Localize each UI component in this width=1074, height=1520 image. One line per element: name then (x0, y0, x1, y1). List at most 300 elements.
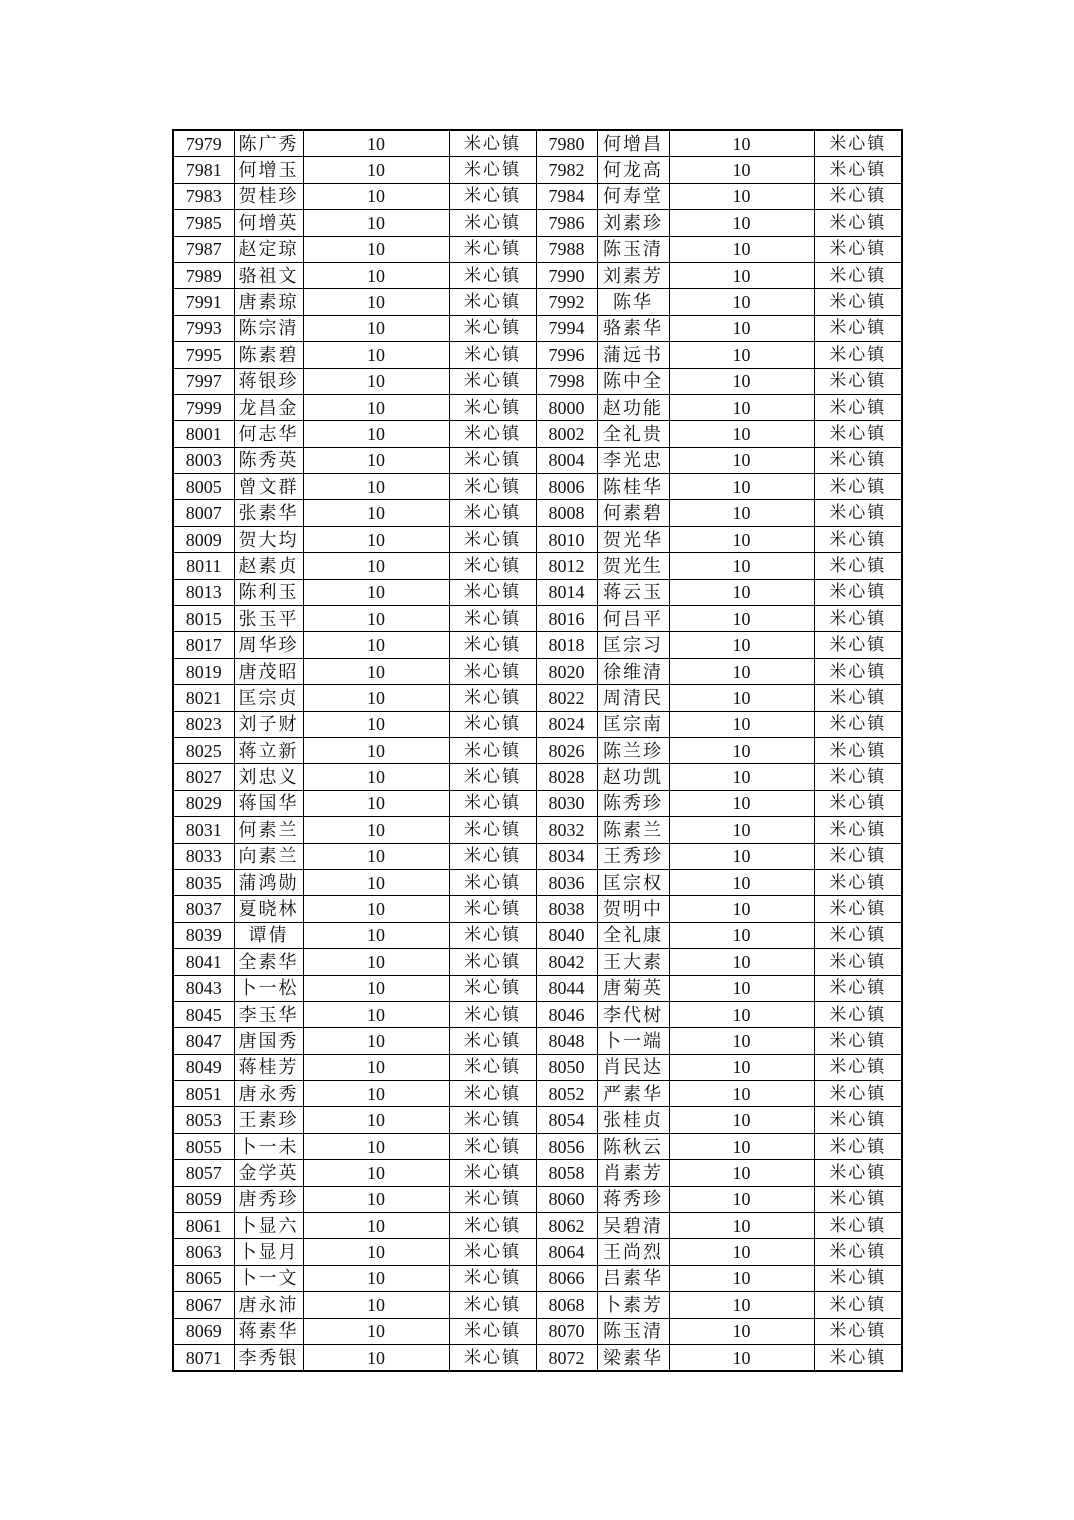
id-cell: 8070 (536, 1318, 597, 1344)
town-cell: 米心镇 (449, 1265, 536, 1291)
id-cell: 8019 (173, 658, 234, 684)
town-cell: 米心镇 (449, 922, 536, 948)
id-cell: 8045 (173, 1001, 234, 1027)
id-cell: 8035 (173, 869, 234, 895)
name-cell: 贺大均 (234, 526, 303, 552)
table-row (173, 1160, 902, 1186)
id-cell: 7981 (173, 157, 234, 183)
id-cell: 8064 (536, 1239, 597, 1265)
table-row (173, 394, 902, 420)
id-cell: 7987 (173, 236, 234, 262)
town-cell: 米心镇 (449, 157, 536, 183)
name-cell: 周清民 (597, 685, 669, 711)
town-cell: 米心镇 (449, 553, 536, 579)
name-cell: 唐永秀 (234, 1081, 303, 1107)
id-cell: 8040 (536, 922, 597, 948)
amount-cell: 10 (669, 421, 814, 447)
name-cell: 唐秀珍 (234, 1186, 303, 1212)
amount-cell: 10 (669, 1186, 814, 1212)
table-row (173, 262, 902, 288)
id-cell: 8071 (173, 1344, 234, 1371)
amount-cell: 10 (303, 526, 449, 552)
id-cell: 8065 (173, 1265, 234, 1291)
table-row (173, 1186, 902, 1212)
amount-cell: 10 (303, 262, 449, 288)
amount-cell: 10 (303, 922, 449, 948)
id-cell: 8047 (173, 1028, 234, 1054)
name-cell: 陈宗清 (234, 315, 303, 341)
amount-cell: 10 (303, 1186, 449, 1212)
name-cell: 匡宗习 (597, 632, 669, 658)
town-cell: 米心镇 (814, 262, 902, 288)
amount-cell: 10 (669, 922, 814, 948)
table-row (173, 183, 902, 209)
id-cell: 8037 (173, 896, 234, 922)
town-cell: 米心镇 (814, 632, 902, 658)
table-row (173, 130, 902, 157)
id-cell: 8015 (173, 606, 234, 632)
amount-cell: 10 (669, 474, 814, 500)
id-cell: 8039 (173, 922, 234, 948)
town-cell: 米心镇 (449, 737, 536, 763)
name-cell: 赵素贞 (234, 553, 303, 579)
town-cell: 米心镇 (814, 658, 902, 684)
town-cell: 米心镇 (814, 1318, 902, 1344)
town-cell: 米心镇 (814, 1160, 902, 1186)
id-cell: 7994 (536, 315, 597, 341)
table-row (173, 922, 902, 948)
amount-cell: 10 (303, 764, 449, 790)
id-cell: 7995 (173, 342, 234, 368)
table-row (173, 1213, 902, 1239)
amount-cell: 10 (669, 1265, 814, 1291)
id-cell: 8007 (173, 500, 234, 526)
name-cell: 何龙高 (597, 157, 669, 183)
town-cell: 米心镇 (449, 1213, 536, 1239)
amount-cell: 10 (303, 1160, 449, 1186)
town-cell: 米心镇 (449, 210, 536, 236)
town-cell: 米心镇 (814, 315, 902, 341)
amount-cell: 10 (303, 975, 449, 1001)
amount-cell: 10 (303, 632, 449, 658)
name-cell: 龙昌金 (234, 394, 303, 420)
table-row (173, 289, 902, 315)
id-cell: 8006 (536, 474, 597, 500)
town-cell: 米心镇 (449, 658, 536, 684)
amount-cell: 10 (303, 737, 449, 763)
id-cell: 8013 (173, 579, 234, 605)
amount-cell: 10 (669, 579, 814, 605)
name-cell: 全素华 (234, 949, 303, 975)
id-cell: 7986 (536, 210, 597, 236)
amount-cell: 10 (669, 975, 814, 1001)
name-cell: 何寿堂 (597, 183, 669, 209)
name-cell: 唐国秀 (234, 1028, 303, 1054)
town-cell: 米心镇 (814, 843, 902, 869)
name-cell: 夏晓林 (234, 896, 303, 922)
amount-cell: 10 (669, 368, 814, 394)
name-cell: 骆祖文 (234, 262, 303, 288)
amount-cell: 10 (303, 368, 449, 394)
amount-cell: 10 (303, 421, 449, 447)
table-row (173, 658, 902, 684)
town-cell: 米心镇 (814, 447, 902, 473)
id-cell: 8032 (536, 817, 597, 843)
amount-cell: 10 (303, 342, 449, 368)
id-cell: 8051 (173, 1081, 234, 1107)
table-row (173, 949, 902, 975)
name-cell: 陈华 (597, 289, 669, 315)
town-cell: 米心镇 (449, 342, 536, 368)
town-cell: 米心镇 (814, 183, 902, 209)
amount-cell: 10 (303, 157, 449, 183)
amount-cell: 10 (669, 737, 814, 763)
id-cell: 7996 (536, 342, 597, 368)
amount-cell: 10 (303, 1054, 449, 1080)
table-row (173, 368, 902, 394)
table-row (173, 1292, 902, 1318)
name-cell: 贺光华 (597, 526, 669, 552)
name-cell: 徐维清 (597, 658, 669, 684)
town-cell: 米心镇 (449, 1028, 536, 1054)
town-cell: 米心镇 (814, 394, 902, 420)
table-row (173, 157, 902, 183)
name-cell: 刘忠义 (234, 764, 303, 790)
town-cell: 米心镇 (449, 1107, 536, 1133)
name-cell: 陈中全 (597, 368, 669, 394)
town-cell: 米心镇 (449, 447, 536, 473)
town-cell: 米心镇 (449, 685, 536, 711)
name-cell: 何志华 (234, 421, 303, 447)
amount-cell: 10 (669, 1054, 814, 1080)
table-row (173, 711, 902, 737)
name-cell: 卜一松 (234, 975, 303, 1001)
amount-cell: 10 (669, 157, 814, 183)
town-cell: 米心镇 (814, 1001, 902, 1027)
name-cell: 陈玉清 (597, 236, 669, 262)
amount-cell: 10 (669, 183, 814, 209)
amount-cell: 10 (669, 447, 814, 473)
name-cell: 陈兰珍 (597, 737, 669, 763)
town-cell: 米心镇 (814, 1292, 902, 1318)
name-cell: 李秀银 (234, 1344, 303, 1371)
town-cell: 米心镇 (449, 790, 536, 816)
name-cell: 蒋素华 (234, 1318, 303, 1344)
amount-cell: 10 (669, 843, 814, 869)
name-cell: 蒋桂芳 (234, 1054, 303, 1080)
name-cell: 赵功凯 (597, 764, 669, 790)
amount-cell: 10 (669, 1239, 814, 1265)
table-row (173, 896, 902, 922)
name-cell: 张素华 (234, 500, 303, 526)
town-cell: 米心镇 (814, 157, 902, 183)
name-cell: 卜一文 (234, 1265, 303, 1291)
amount-cell: 10 (669, 394, 814, 420)
table-row (173, 447, 902, 473)
amount-cell: 10 (303, 500, 449, 526)
amount-cell: 10 (303, 1239, 449, 1265)
amount-cell: 10 (669, 1081, 814, 1107)
town-cell: 米心镇 (814, 949, 902, 975)
town-cell: 米心镇 (814, 737, 902, 763)
town-cell: 米心镇 (814, 1054, 902, 1080)
name-cell: 蒲鸿勋 (234, 869, 303, 895)
id-cell: 8008 (536, 500, 597, 526)
id-cell: 8011 (173, 553, 234, 579)
town-cell: 米心镇 (449, 817, 536, 843)
table-row (173, 1133, 902, 1159)
town-cell: 米心镇 (814, 526, 902, 552)
amount-cell: 10 (669, 1107, 814, 1133)
town-cell: 米心镇 (814, 922, 902, 948)
id-cell: 8052 (536, 1081, 597, 1107)
amount-cell: 10 (669, 711, 814, 737)
town-cell: 米心镇 (814, 1239, 902, 1265)
id-cell: 8001 (173, 421, 234, 447)
town-cell: 米心镇 (449, 711, 536, 737)
id-cell: 8046 (536, 1001, 597, 1027)
id-cell: 7991 (173, 289, 234, 315)
id-cell: 7980 (536, 130, 597, 157)
table-row (173, 579, 902, 605)
amount-cell: 10 (669, 896, 814, 922)
name-cell: 卜一端 (597, 1028, 669, 1054)
amount-cell: 10 (669, 658, 814, 684)
town-cell: 米心镇 (449, 1318, 536, 1344)
town-cell: 米心镇 (449, 975, 536, 1001)
id-cell: 8021 (173, 685, 234, 711)
id-cell: 7990 (536, 262, 597, 288)
name-cell: 陈玉清 (597, 1318, 669, 1344)
name-cell: 李代树 (597, 1001, 669, 1027)
id-cell: 7982 (536, 157, 597, 183)
id-cell: 8063 (173, 1239, 234, 1265)
name-cell: 周华珍 (234, 632, 303, 658)
id-cell: 8020 (536, 658, 597, 684)
town-cell: 米心镇 (449, 843, 536, 869)
amount-cell: 10 (303, 606, 449, 632)
name-cell: 赵定琼 (234, 236, 303, 262)
amount-cell: 10 (303, 790, 449, 816)
id-cell: 8066 (536, 1265, 597, 1291)
id-cell: 8028 (536, 764, 597, 790)
town-cell: 米心镇 (449, 289, 536, 315)
name-cell: 蒋立新 (234, 737, 303, 763)
town-cell: 米心镇 (814, 474, 902, 500)
town-cell: 米心镇 (814, 368, 902, 394)
amount-cell: 10 (669, 764, 814, 790)
id-cell: 8025 (173, 737, 234, 763)
amount-cell: 10 (669, 553, 814, 579)
amount-cell: 10 (303, 1081, 449, 1107)
id-cell: 7992 (536, 289, 597, 315)
id-cell: 8026 (536, 737, 597, 763)
town-cell: 米心镇 (449, 1133, 536, 1159)
town-cell: 米心镇 (449, 421, 536, 447)
amount-cell: 10 (669, 526, 814, 552)
name-cell: 张桂贞 (597, 1107, 669, 1133)
town-cell: 米心镇 (814, 236, 902, 262)
id-cell: 8029 (173, 790, 234, 816)
amount-cell: 10 (303, 553, 449, 579)
name-cell: 蒋秀珍 (597, 1186, 669, 1212)
table-row (173, 1265, 902, 1291)
name-cell: 刘素珍 (597, 210, 669, 236)
town-cell: 米心镇 (449, 1186, 536, 1212)
table-row (173, 869, 902, 895)
town-cell: 米心镇 (449, 500, 536, 526)
name-cell: 梁素华 (597, 1344, 669, 1371)
town-cell: 米心镇 (814, 1081, 902, 1107)
table-row (173, 737, 902, 763)
id-cell: 8014 (536, 579, 597, 605)
table-row (173, 1001, 902, 1027)
amount-cell: 10 (669, 1133, 814, 1159)
town-cell: 米心镇 (814, 869, 902, 895)
id-cell: 7989 (173, 262, 234, 288)
name-cell: 王素珍 (234, 1107, 303, 1133)
amount-cell: 10 (303, 1107, 449, 1133)
amount-cell: 10 (303, 843, 449, 869)
id-cell: 8003 (173, 447, 234, 473)
name-cell: 张玉平 (234, 606, 303, 632)
town-cell: 米心镇 (449, 474, 536, 500)
id-cell: 7983 (173, 183, 234, 209)
town-cell: 米心镇 (449, 1160, 536, 1186)
amount-cell: 10 (669, 210, 814, 236)
id-cell: 8012 (536, 553, 597, 579)
town-cell: 米心镇 (449, 1001, 536, 1027)
amount-cell: 10 (303, 658, 449, 684)
name-cell: 谭倩 (234, 922, 303, 948)
id-cell: 8027 (173, 764, 234, 790)
amount-cell: 10 (303, 1344, 449, 1371)
table-row (173, 764, 902, 790)
amount-cell: 10 (303, 869, 449, 895)
town-cell: 米心镇 (814, 1028, 902, 1054)
name-cell: 刘素芳 (597, 262, 669, 288)
town-cell: 米心镇 (814, 896, 902, 922)
amount-cell: 10 (303, 685, 449, 711)
name-cell: 卜显月 (234, 1239, 303, 1265)
table-row (173, 975, 902, 1001)
amount-cell: 10 (303, 1028, 449, 1054)
name-cell: 匡宗权 (597, 869, 669, 895)
town-cell: 米心镇 (449, 183, 536, 209)
town-cell: 米心镇 (449, 764, 536, 790)
id-cell: 7984 (536, 183, 597, 209)
id-cell: 8048 (536, 1028, 597, 1054)
name-cell: 何增玉 (234, 157, 303, 183)
town-cell: 米心镇 (814, 764, 902, 790)
name-cell: 肖素芳 (597, 1160, 669, 1186)
id-cell: 8018 (536, 632, 597, 658)
name-cell: 陈桂华 (597, 474, 669, 500)
amount-cell: 10 (303, 1265, 449, 1291)
table-row (173, 526, 902, 552)
name-cell: 陈秀英 (234, 447, 303, 473)
id-cell: 8042 (536, 949, 597, 975)
amount-cell: 10 (669, 817, 814, 843)
id-cell: 8023 (173, 711, 234, 737)
id-cell: 8059 (173, 1186, 234, 1212)
amount-cell: 10 (669, 236, 814, 262)
id-cell: 8031 (173, 817, 234, 843)
amount-cell: 10 (669, 130, 814, 157)
table-row (173, 342, 902, 368)
id-cell: 7988 (536, 236, 597, 262)
name-cell: 贺桂珍 (234, 183, 303, 209)
id-cell: 8033 (173, 843, 234, 869)
town-cell: 米心镇 (814, 1265, 902, 1291)
name-cell: 贺明中 (597, 896, 669, 922)
town-cell: 米心镇 (449, 368, 536, 394)
table-row (173, 1081, 902, 1107)
name-cell: 蒋云玉 (597, 579, 669, 605)
amount-cell: 10 (303, 1318, 449, 1344)
amount-cell: 10 (669, 342, 814, 368)
id-cell: 7997 (173, 368, 234, 394)
name-cell: 李光忠 (597, 447, 669, 473)
town-cell: 米心镇 (814, 342, 902, 368)
town-cell: 米心镇 (814, 210, 902, 236)
id-cell: 7998 (536, 368, 597, 394)
id-cell: 7993 (173, 315, 234, 341)
id-cell: 8060 (536, 1186, 597, 1212)
table-row (173, 553, 902, 579)
id-cell: 8058 (536, 1160, 597, 1186)
amount-cell: 10 (303, 130, 449, 157)
amount-cell: 10 (669, 1001, 814, 1027)
name-cell: 匡宗贞 (234, 685, 303, 711)
town-cell: 米心镇 (449, 262, 536, 288)
town-cell: 米心镇 (449, 949, 536, 975)
town-cell: 米心镇 (814, 289, 902, 315)
amount-cell: 10 (669, 1213, 814, 1239)
table-row (173, 1318, 902, 1344)
table-row (173, 210, 902, 236)
id-cell: 7985 (173, 210, 234, 236)
name-cell: 吴碧清 (597, 1213, 669, 1239)
roster-table (172, 129, 903, 1372)
amount-cell: 10 (303, 949, 449, 975)
name-cell: 王秀珍 (597, 843, 669, 869)
amount-cell: 10 (669, 315, 814, 341)
amount-cell: 10 (669, 632, 814, 658)
amount-cell: 10 (303, 579, 449, 605)
table-row (173, 606, 902, 632)
town-cell: 米心镇 (814, 1344, 902, 1371)
id-cell: 7979 (173, 130, 234, 157)
amount-cell: 10 (669, 500, 814, 526)
town-cell: 米心镇 (449, 1054, 536, 1080)
name-cell: 严素华 (597, 1081, 669, 1107)
id-cell: 8034 (536, 843, 597, 869)
town-cell: 米心镇 (449, 1239, 536, 1265)
table-row (173, 632, 902, 658)
table-row (173, 421, 902, 447)
name-cell: 何吕平 (597, 606, 669, 632)
id-cell: 8054 (536, 1107, 597, 1133)
town-cell: 米心镇 (449, 130, 536, 157)
name-cell: 王大素 (597, 949, 669, 975)
town-cell: 米心镇 (814, 975, 902, 1001)
amount-cell: 10 (669, 1344, 814, 1371)
table-row (173, 1054, 902, 1080)
amount-cell: 10 (669, 1318, 814, 1344)
table-row (173, 236, 902, 262)
town-cell: 米心镇 (814, 553, 902, 579)
